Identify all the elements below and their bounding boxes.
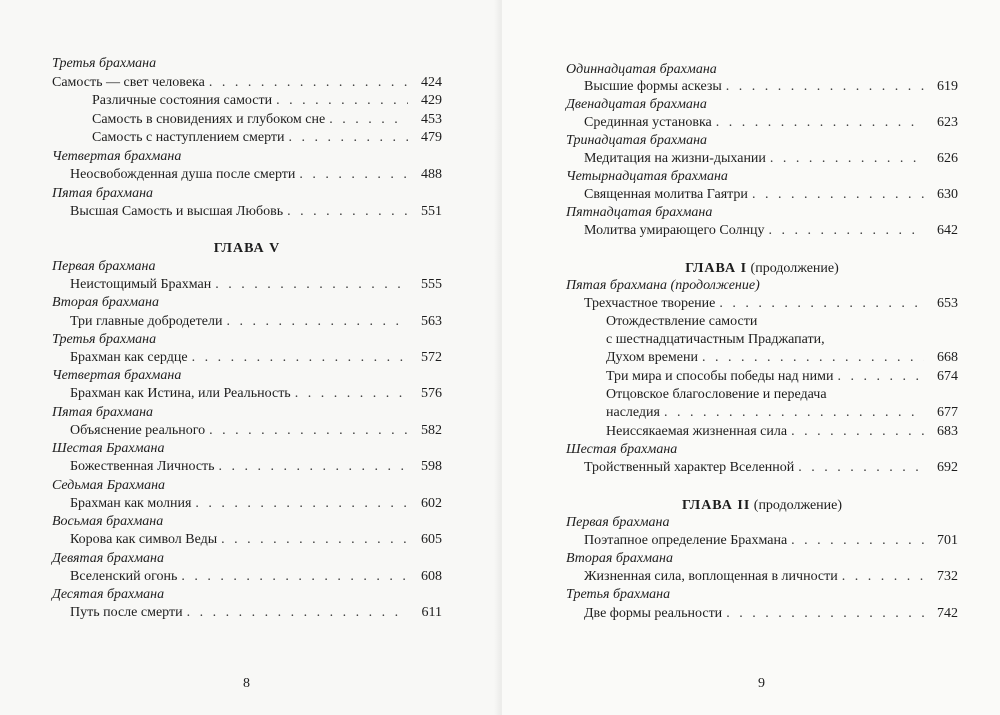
toc-entry[interactable] bbox=[606, 422, 958, 442]
leader-dots bbox=[791, 422, 924, 442]
chapter-title: ГЛАВА V bbox=[213, 241, 281, 256]
toc-entry-page: 598 bbox=[421, 459, 442, 474]
toc-entry-title: Вселенский огонь bbox=[70, 569, 178, 584]
leader-dots bbox=[221, 530, 408, 550]
toc-entry[interactable] bbox=[584, 77, 958, 97]
toc-entry-title: Объяснение реального bbox=[70, 423, 206, 438]
toc-entry-title: Различные состояния самости bbox=[92, 93, 273, 108]
toc-entry-title: Неосвобожденная душа после смерти bbox=[70, 167, 296, 182]
leader-dots bbox=[838, 367, 924, 387]
leader-dots bbox=[716, 113, 924, 133]
toc-entry-title-line[interactable]: Отцовское благословение и передача bbox=[606, 387, 827, 402]
leader-dots bbox=[287, 202, 408, 222]
leader-dots bbox=[289, 128, 408, 148]
toc-entry[interactable] bbox=[70, 530, 442, 550]
toc-entry-title: Молитва умирающего Солнцу bbox=[584, 223, 765, 238]
leader-dots bbox=[209, 73, 408, 93]
leader-dots bbox=[769, 221, 924, 241]
chapter-title: ГЛАВА II bbox=[681, 498, 751, 513]
toc-entry-title: Высшие формы аскезы bbox=[584, 79, 722, 94]
toc-entry-title: Брахман как Истина, или Реальность bbox=[70, 386, 291, 401]
section-heading: Шестая Брахмана bbox=[52, 441, 165, 456]
section-heading: Третья брахмана bbox=[52, 56, 157, 71]
section-heading: Двенадцатая брахмана bbox=[566, 97, 707, 112]
toc-entry-page: 683 bbox=[937, 424, 958, 439]
left-page bbox=[0, 0, 498, 715]
toc-entry-page: 453 bbox=[421, 112, 442, 127]
section-heading: Первая брахмана bbox=[52, 259, 156, 274]
toc-entry-page: 582 bbox=[421, 423, 442, 438]
toc-entry[interactable] bbox=[584, 149, 958, 169]
chapter-title: ГЛАВА I bbox=[685, 261, 748, 276]
leader-dots bbox=[329, 110, 408, 130]
leader-dots bbox=[726, 604, 924, 624]
toc-entry-page: 677 bbox=[937, 405, 958, 420]
leader-dots bbox=[195, 494, 408, 514]
section-heading: Седьмая Брахмана bbox=[52, 478, 166, 493]
leader-dots bbox=[791, 531, 924, 551]
leader-dots bbox=[192, 348, 408, 368]
leader-dots bbox=[226, 312, 408, 332]
toc-entry-page: 674 bbox=[937, 369, 958, 384]
section-heading: Третья брахмана bbox=[52, 332, 157, 347]
leader-dots bbox=[664, 403, 924, 423]
toc-entry[interactable] bbox=[584, 604, 958, 624]
toc-entry[interactable] bbox=[92, 128, 442, 148]
page-number: 9 bbox=[758, 676, 765, 691]
toc-entry-page: 602 bbox=[421, 496, 442, 511]
toc-entry[interactable] bbox=[584, 458, 958, 478]
toc-entry-title: Две формы реальности bbox=[584, 606, 723, 621]
leader-dots bbox=[219, 457, 408, 477]
toc-entry-page: 479 bbox=[421, 130, 442, 145]
toc-entry-page: 608 bbox=[421, 569, 442, 584]
toc-entry[interactable] bbox=[92, 110, 442, 130]
section-heading: Одиннадцатая брахмана bbox=[566, 62, 717, 77]
toc-entry-page: 630 bbox=[937, 187, 958, 202]
toc-entry-title: Неистощимый Брахман bbox=[70, 277, 212, 292]
toc-entry[interactable] bbox=[70, 384, 442, 404]
toc-entry-title: Брахман как молния bbox=[70, 496, 192, 511]
toc-entry-title: Путь после смерти bbox=[70, 605, 183, 620]
section-heading: Девятая брахмана bbox=[52, 551, 164, 566]
toc-entry-title: Жизненная сила, воплощенная в личности bbox=[584, 569, 838, 584]
toc-entry-page: 563 bbox=[421, 314, 442, 329]
section-heading: Четвертая брахмана bbox=[52, 149, 182, 164]
toc-entry-title-line[interactable]: Отождествление самости bbox=[606, 314, 758, 329]
toc-entry-page: 742 bbox=[937, 606, 958, 621]
section-heading: Восьмая брахмана bbox=[52, 514, 164, 529]
toc-entry-title: Поэтапное определение Брахмана bbox=[584, 533, 788, 548]
toc-entry-page: 429 bbox=[421, 93, 442, 108]
section-heading: Первая брахмана bbox=[566, 515, 670, 530]
toc-entry[interactable] bbox=[70, 457, 442, 477]
page-number: 8 bbox=[243, 676, 250, 691]
leader-dots bbox=[299, 165, 408, 185]
toc-entry[interactable] bbox=[70, 567, 442, 587]
toc-entry-page: 701 bbox=[937, 533, 958, 548]
toc-entry[interactable] bbox=[70, 421, 442, 441]
toc-entry-title: Трехчастное творение bbox=[584, 296, 716, 311]
chapter-subtitle: (продолжение) bbox=[750, 261, 839, 276]
right-page bbox=[502, 0, 1000, 715]
leader-dots bbox=[719, 294, 924, 314]
leader-dots bbox=[726, 77, 924, 97]
toc-entry-title: Самость — свет человека bbox=[52, 75, 205, 90]
leader-dots bbox=[215, 275, 408, 295]
toc-entry[interactable] bbox=[70, 275, 442, 295]
toc-entry-page: 692 bbox=[937, 460, 958, 475]
section-heading: Шестая брахмана bbox=[566, 442, 678, 457]
toc-entry[interactable] bbox=[606, 348, 958, 368]
toc-entry[interactable] bbox=[584, 567, 958, 587]
leader-dots bbox=[798, 458, 924, 478]
toc-entry[interactable] bbox=[92, 91, 442, 111]
toc-entry-page: 653 bbox=[937, 296, 958, 311]
toc-entry-page: 551 bbox=[421, 204, 442, 219]
toc-entry[interactable] bbox=[584, 294, 958, 314]
toc-entry-title: Срединная установка bbox=[584, 115, 712, 130]
toc-entry-title: Священная молитва Гаятри bbox=[584, 187, 748, 202]
toc-entry-page: 488 bbox=[421, 167, 442, 182]
section-heading: Вторая брахмана bbox=[566, 551, 673, 566]
toc-entry-page: 576 bbox=[421, 386, 442, 401]
section-heading: Четвертая брахмана bbox=[52, 368, 182, 383]
leader-dots bbox=[276, 91, 408, 111]
leader-dots bbox=[770, 149, 924, 169]
toc-entry-title: Корова как символ Веды bbox=[70, 532, 218, 547]
section-heading: Тринадцатая брахмана bbox=[566, 133, 708, 148]
toc-entry[interactable] bbox=[52, 73, 442, 93]
section-heading: Десятая брахмана bbox=[52, 587, 165, 602]
toc-entry[interactable] bbox=[606, 403, 958, 423]
toc-entry[interactable] bbox=[584, 531, 958, 551]
chapter-subtitle: (продолжение) bbox=[753, 498, 843, 513]
toc-entry-page: 572 bbox=[421, 350, 442, 365]
toc-entry[interactable] bbox=[70, 348, 442, 368]
toc-entry-page: 605 bbox=[421, 532, 442, 547]
toc-entry[interactable] bbox=[584, 113, 958, 133]
toc-entry-title: Самость с наступлением смерти bbox=[92, 130, 285, 145]
toc-entry-title: Три мира и способы победы над ними bbox=[606, 369, 834, 384]
toc-entry-page: 424 bbox=[421, 75, 442, 90]
section-heading: Пятнадцатая брахмана bbox=[566, 205, 713, 220]
section-heading: Пятая брахмана (продолжение) bbox=[566, 278, 760, 293]
toc-entry-page: 642 bbox=[937, 223, 958, 238]
toc-entry-title: Тройственный характер Вселенной bbox=[584, 460, 795, 475]
toc-entry-title: Медитация на жизни-дыхании bbox=[584, 151, 766, 166]
section-heading: Вторая брахмана bbox=[52, 295, 159, 310]
toc-entry-page: 732 bbox=[937, 569, 958, 584]
toc-entry[interactable] bbox=[70, 603, 442, 623]
toc-entry-title: Три главные добродетели bbox=[70, 314, 223, 329]
toc-entry-page: 626 bbox=[937, 151, 958, 166]
leader-dots bbox=[702, 348, 924, 368]
toc-entry-title: Неиссякаемая жизненная сила bbox=[606, 424, 788, 439]
toc-entry-title: Самость в сновидениях и глубоком сне bbox=[92, 112, 326, 127]
toc-entry[interactable] bbox=[70, 165, 442, 185]
toc-entry[interactable] bbox=[584, 221, 958, 241]
leader-dots bbox=[181, 567, 408, 587]
toc-entry[interactable] bbox=[606, 367, 958, 387]
toc-entry[interactable] bbox=[70, 494, 442, 514]
section-heading: Третья брахмана bbox=[566, 587, 671, 602]
toc-entry-title: Брахман как сердце bbox=[70, 350, 188, 365]
toc-entry-title: наследия bbox=[606, 405, 660, 420]
toc-entry-page: 623 bbox=[937, 115, 958, 130]
toc-entry-page: 668 bbox=[937, 350, 958, 365]
leader-dots bbox=[842, 567, 924, 587]
toc-entry-title: Высшая Самость и высшая Любовь bbox=[70, 204, 284, 219]
leader-dots bbox=[209, 421, 408, 441]
toc-entry-page: 555 bbox=[421, 277, 442, 292]
toc-entry-title: Божественная Личность bbox=[70, 459, 215, 474]
toc-entry[interactable] bbox=[70, 312, 442, 332]
toc-entry-page: 611 bbox=[421, 605, 442, 620]
leader-dots bbox=[187, 603, 408, 623]
section-heading: Пятая брахмана bbox=[52, 405, 154, 420]
leader-dots bbox=[752, 185, 924, 205]
toc-entry-page: 619 bbox=[937, 79, 958, 94]
toc-entry[interactable] bbox=[584, 185, 958, 205]
section-heading: Пятая брахмана bbox=[52, 186, 154, 201]
section-heading: Четырнадцатая брахмана bbox=[566, 169, 728, 184]
toc-entry-title-line[interactable]: с шестнадцатичастным Праджапати, bbox=[606, 332, 825, 347]
toc-entry[interactable] bbox=[70, 202, 442, 222]
toc-entry-title: Духом времени bbox=[606, 350, 698, 365]
leader-dots bbox=[295, 384, 408, 404]
